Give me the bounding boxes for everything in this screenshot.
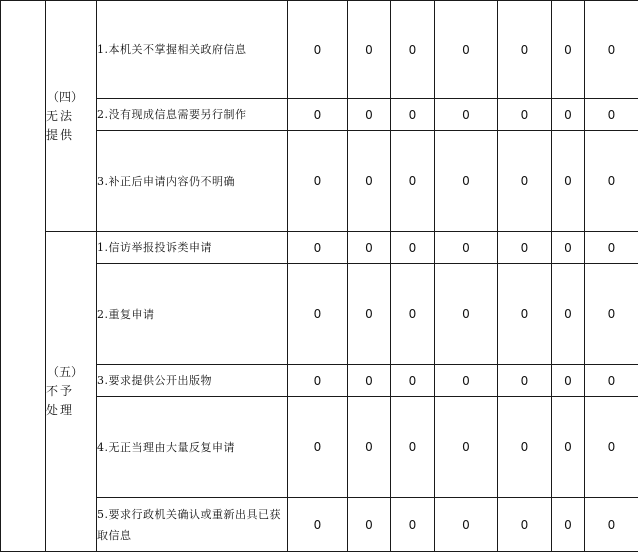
value-cell: 0	[391, 498, 435, 552]
table-row	[1, 397, 638, 498]
value-cell: 0	[288, 498, 348, 552]
value-cell: 0	[585, 264, 638, 365]
value-cell: 0	[288, 365, 348, 397]
table-row	[1, 498, 638, 552]
value-cell: 0	[288, 99, 348, 131]
value-cell: 0	[348, 397, 391, 498]
table-row	[1, 264, 638, 365]
value-cell: 0	[498, 264, 552, 365]
category-name: 不予处理	[46, 384, 75, 417]
table-row	[1, 1, 638, 99]
row-label: 2.重复申请	[97, 264, 288, 365]
value-cell: 0	[498, 365, 552, 397]
row-label: 3.补正后申请内容仍不明确	[97, 131, 288, 232]
value-cell: 0	[391, 131, 435, 232]
value-cell: 0	[498, 99, 552, 131]
table-row	[1, 131, 638, 232]
category-number: （四）	[47, 89, 84, 104]
row-label: 5.要求行政机关确认或重新出具已获取信息	[97, 498, 288, 552]
value-cell: 0	[288, 131, 348, 232]
value-cell: 0	[435, 99, 498, 131]
value-cell: 0	[348, 498, 391, 552]
value-cell: 0	[391, 1, 435, 99]
value-cell: 0	[435, 365, 498, 397]
value-cell: 0	[348, 1, 391, 99]
category-name: 无法提供	[46, 108, 75, 142]
category-cell-4	[46, 1, 97, 232]
value-cell: 0	[391, 99, 435, 131]
value-cell: 0	[435, 397, 498, 498]
value-cell: 0	[435, 232, 498, 264]
value-cell: 0	[391, 365, 435, 397]
value-cell: 0	[435, 1, 498, 99]
row-label: 1.本机关不掌握相关政府信息	[97, 1, 288, 99]
table-row	[1, 99, 638, 131]
value-cell: 0	[585, 397, 638, 498]
value-cell: 0	[585, 99, 638, 131]
value-cell: 0	[435, 131, 498, 232]
value-cell: 0	[552, 232, 585, 264]
value-cell: 0	[391, 264, 435, 365]
value-cell: 0	[498, 1, 552, 99]
value-cell: 0	[552, 99, 585, 131]
table-row	[1, 232, 638, 264]
value-cell: 0	[498, 232, 552, 264]
category-cell-5	[46, 232, 97, 552]
value-cell: 0	[585, 498, 638, 552]
value-cell: 0	[552, 365, 585, 397]
value-cell: 0	[552, 1, 585, 99]
row-label: 1.信访举报投诉类申请	[97, 232, 288, 264]
row-label: 4.无正当理由大量反复申请	[97, 397, 288, 498]
value-cell: 0	[348, 232, 391, 264]
value-cell: 0	[498, 131, 552, 232]
value-cell: 0	[348, 264, 391, 365]
value-cell: 0	[552, 264, 585, 365]
value-cell: 0	[391, 232, 435, 264]
value-cell: 0	[585, 232, 638, 264]
value-cell: 0	[498, 498, 552, 552]
value-cell: 0	[348, 131, 391, 232]
value-cell: 0	[435, 498, 498, 552]
value-cell: 0	[348, 365, 391, 397]
value-cell: 0	[348, 99, 391, 131]
value-cell: 0	[585, 365, 638, 397]
table-row	[1, 365, 638, 397]
value-cell: 0	[585, 131, 638, 232]
row-label: 3.要求提供公开出版物	[97, 365, 288, 397]
value-cell: 0	[435, 264, 498, 365]
row-label: 2.没有现成信息需要另行制作	[97, 99, 288, 131]
value-cell: 0	[288, 264, 348, 365]
value-cell: 0	[498, 397, 552, 498]
value-cell: 0	[552, 498, 585, 552]
value-cell: 0	[585, 1, 638, 99]
value-cell: 0	[552, 131, 585, 232]
value-cell: 0	[288, 397, 348, 498]
value-cell: 0	[391, 397, 435, 498]
category-number: （五）	[47, 365, 84, 379]
value-cell: 0	[288, 1, 348, 99]
value-cell: 0	[288, 232, 348, 264]
left-margin-cell	[1, 1, 46, 552]
value-cell: 0	[552, 397, 585, 498]
